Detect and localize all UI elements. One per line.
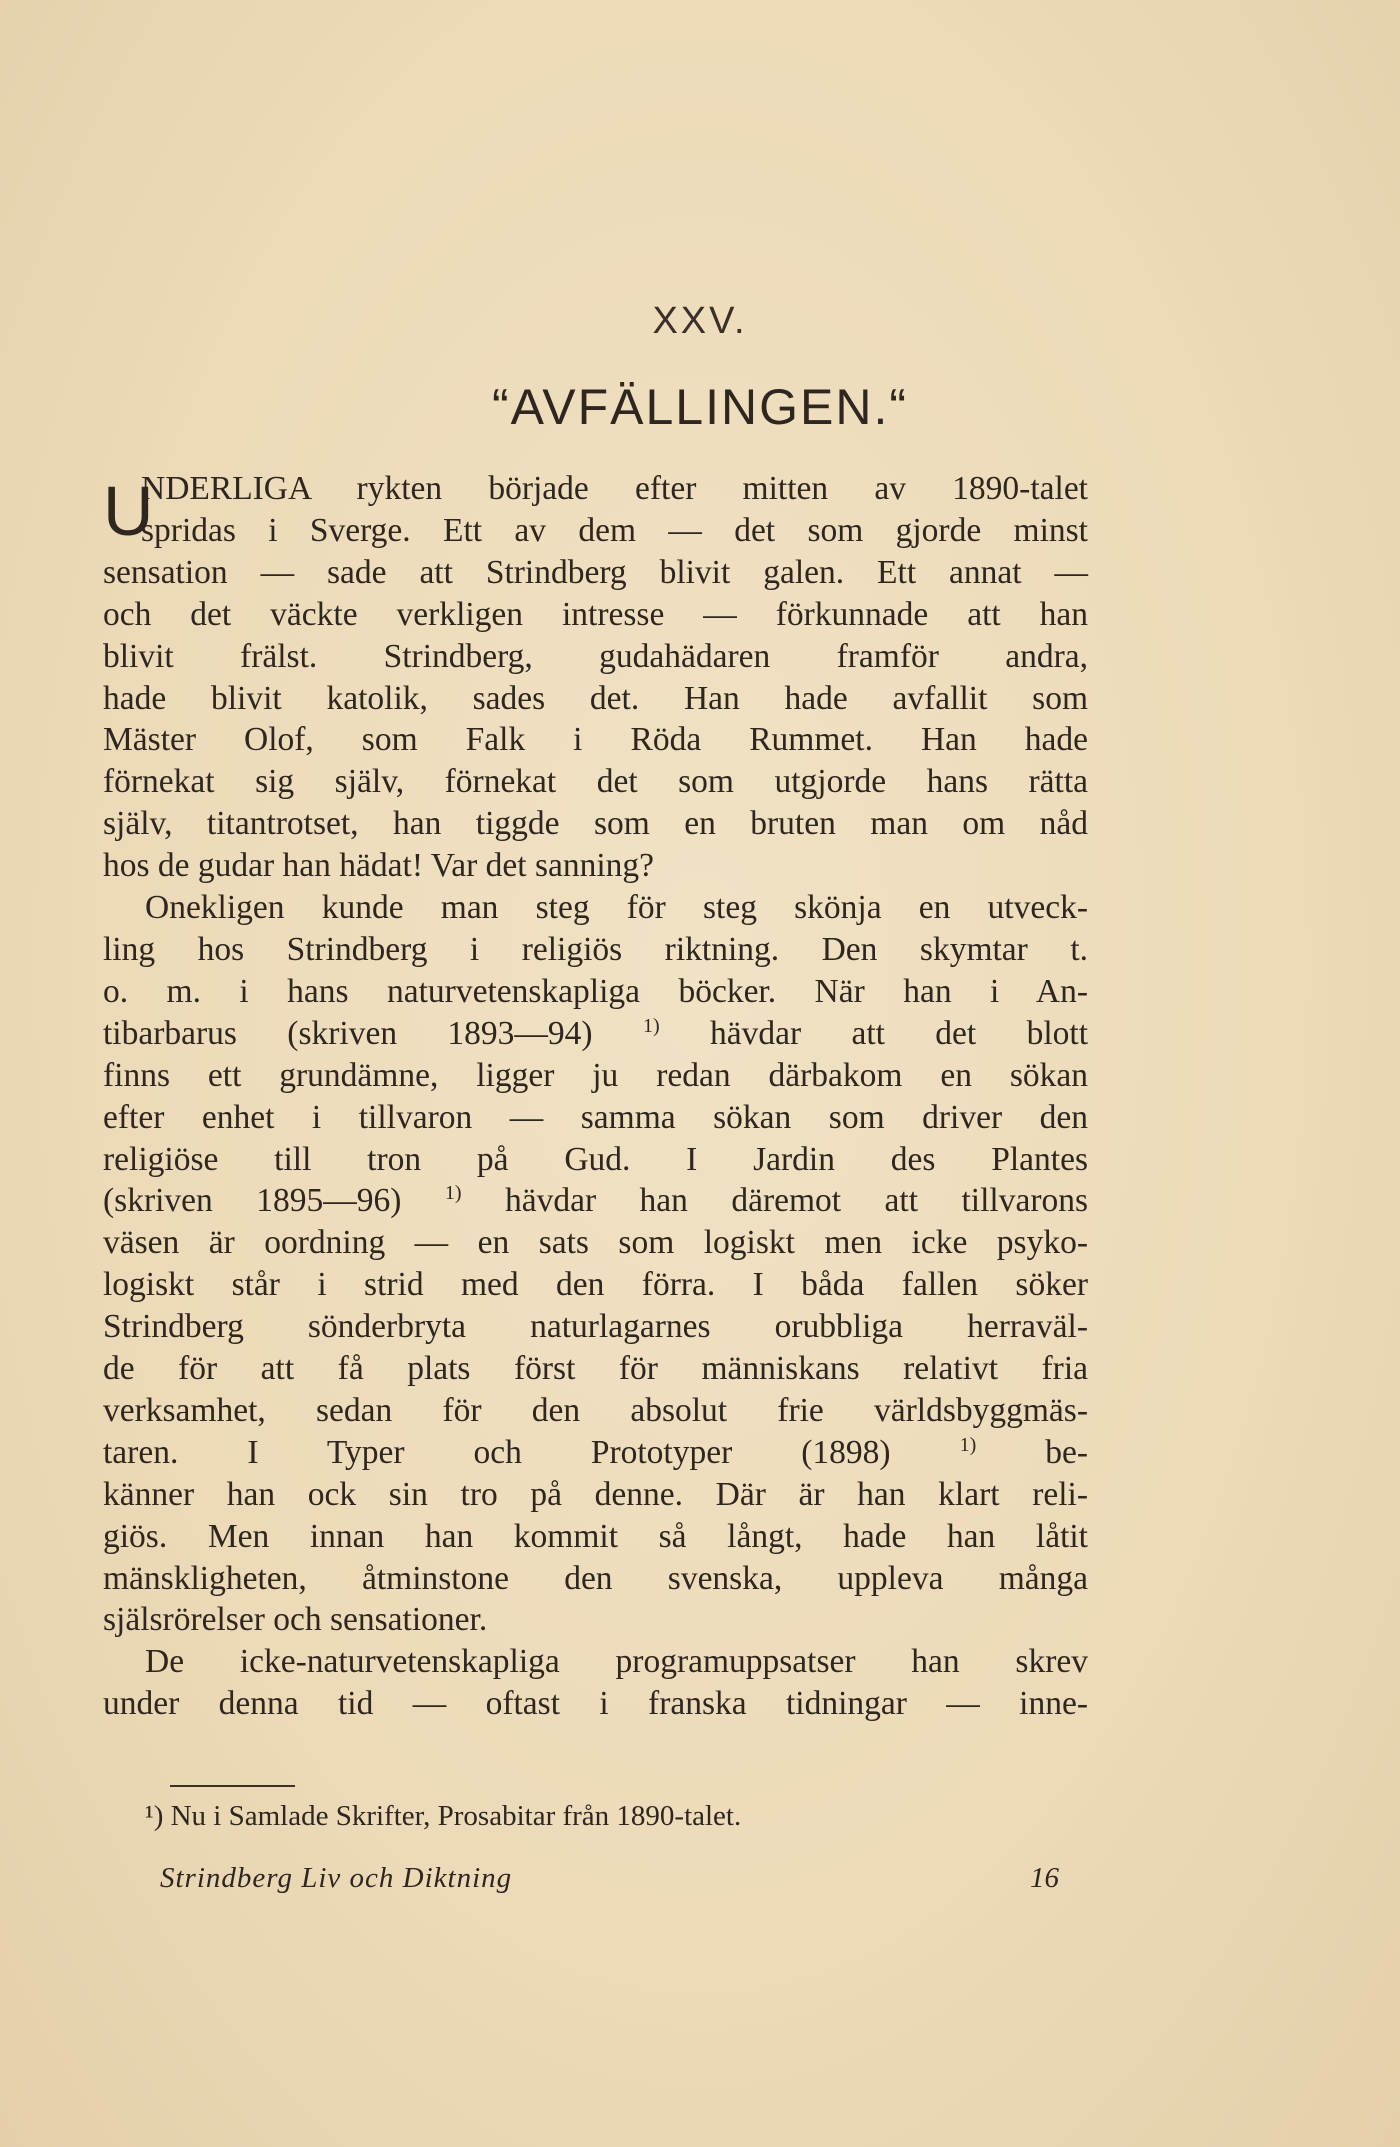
text-line	[103, 1013, 1088, 1055]
sheet-number: 16	[1030, 1862, 1059, 1894]
text-line: väsen är oordning — en sats som logiskt men icke psyko-	[103, 1224, 1088, 1262]
text-segment: hävdar att det blott	[709, 1014, 1089, 1052]
text-line: De icke-naturvetenskapliga programuppsatser han skrev	[145, 1643, 1088, 1681]
text-line: verksamhet, sedan för den absolut frie världsbyggmäs-	[103, 1391, 1088, 1429]
text-line: Mäster Olof, som Falk i Röda Rummet. Han hade	[103, 721, 1088, 759]
footnote-rule	[170, 1785, 295, 1787]
body-text	[103, 468, 1088, 1725]
text-line: o. m. i hans naturvetenskapliga böcker. När han i An-	[103, 972, 1088, 1010]
footnote: ¹) Nu i Samlade Skrifter, Prosabitar från 1890-talet.	[145, 1800, 742, 1832]
chapter-number: XXV.	[652, 300, 748, 342]
text-line	[103, 1180, 1088, 1222]
text-line: mänskligheten, åtminstone den svenska, uppleva många	[103, 1559, 1088, 1597]
signature-mark: Strindberg Liv och Diktning	[160, 1862, 513, 1894]
text-line: sensation — sade att Strindberg blivit galen. Ett annat —	[103, 553, 1088, 591]
text-segment: taren. I Typer och Prototyper (1898)	[103, 1433, 891, 1471]
text-line: under denna tid — oftast i franska tidningar — inne-	[103, 1685, 1088, 1723]
text-line: ling hos Strindberg i religiös riktning. Den skymtar t.	[103, 930, 1088, 968]
footnote-marker: 1)	[444, 1182, 462, 1205]
chapter-title: “AVFÄLLINGEN.“	[491, 379, 909, 435]
text-line	[103, 1432, 1088, 1474]
text-line: spridas i Sverge. Ett av dem — det som gjorde minst	[141, 511, 1088, 549]
text-segment: hävdar han däremot att tillvarons	[504, 1182, 1089, 1220]
text-segment: be-	[1045, 1433, 1089, 1471]
text-line: hos de gudar han hädat! Var det sanning?	[103, 847, 655, 885]
footnote-marker: 1)	[959, 1433, 977, 1456]
text-line: förnekat sig själv, förnekat det som utgjorde hans rätta	[103, 763, 1088, 801]
text-line: giös. Men innan han kommit så långt, hade han låtit	[103, 1517, 1088, 1555]
text-line: Strindberg sönderbryta naturlagarnes orubbliga herraväl-	[103, 1308, 1088, 1346]
text-line: logiskt står i strid med den förra. I båda fallen söker	[103, 1266, 1088, 1304]
text-line: efter enhet i tillvaron — samma sökan som driver den	[103, 1098, 1088, 1136]
drop-cap: U	[103, 472, 154, 550]
footnote-marker: 1)	[642, 1014, 660, 1037]
text-line: känner han ock sin tro på denne. Där är han klart reli-	[103, 1475, 1088, 1513]
text-line: NDERLIGA rykten började efter mitten av 1890-talet	[141, 470, 1088, 507]
text-line: blivit frälst. Strindberg, gudahädaren framför andra,	[103, 637, 1088, 675]
text-line: själsrörelser och sensationer.	[103, 1601, 488, 1639]
text-line: religiöse till tron på Gud. I Jardin des Plantes	[103, 1140, 1088, 1178]
text-line: hade blivit katolik, sades det. Han hade avfallit som	[103, 679, 1088, 717]
text-segment: tibarbarus (skriven 1893—94)	[103, 1014, 593, 1052]
text-line: själv, titantrotset, han tiggde som en bruten man om nåd	[103, 805, 1088, 843]
text-line: de för att få plats först för människans relativt fria	[103, 1350, 1088, 1388]
text-line: och det väckte verkligen intresse — förkunnade att han	[103, 595, 1088, 633]
text-line: finns ett grundämne, ligger ju redan därbakom en sökan	[103, 1056, 1088, 1094]
text-line: Onekligen kunde man steg för steg skönja en utveck-	[145, 889, 1088, 927]
text-segment: (skriven 1895—96)	[103, 1182, 402, 1220]
